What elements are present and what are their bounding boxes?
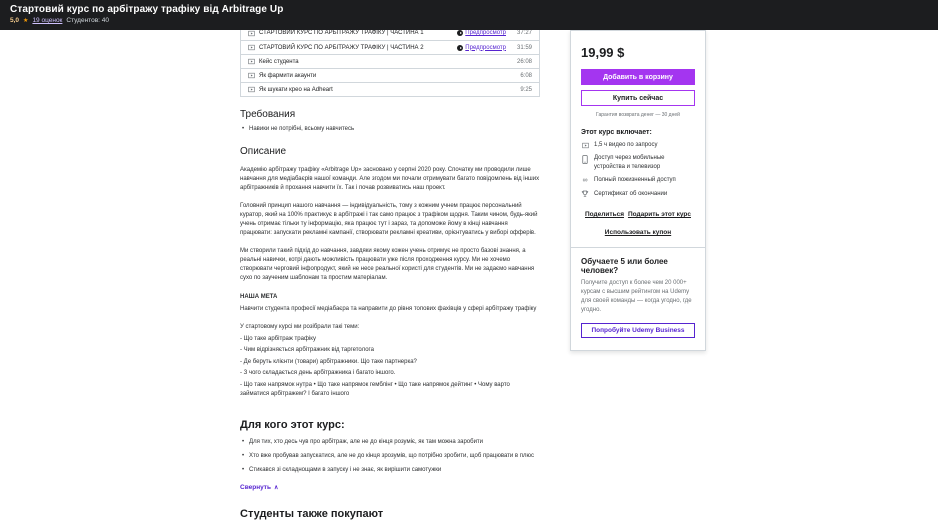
include-text: Доступ через мобильные устройства и телевизор	[594, 155, 665, 170]
students-also-buy-heading: Студенты также покупают	[240, 507, 384, 520]
purchase-sidebar-card	[570, 30, 706, 351]
description-paragraph: Академію арбітражу трафіку «Arbitrage Up» засновано у серпні 2020 року. Спочатку ми проводили лише навчання для медіабаєрів нашої команди. Але згодом ми почали отримувати багато повідомлень від інших арбітражників й прохання навчити їх. Так і почав розвиватись наш проект.	[240, 167, 540, 191]
topic-line: - Що таке арбітраж трафіку	[240, 335, 316, 342]
lecture-duration: 26:08	[516, 58, 532, 65]
business-heading: Обучаете 5 или более человек?	[581, 257, 668, 276]
lecture-duration: 37:27	[516, 30, 532, 36]
audience-item: • Стикався зі складнощами в запуску і не знає, як вирішити самотужки	[240, 466, 540, 475]
apply-coupon-link[interactable]: Использовать купон	[604, 229, 672, 237]
preview-link[interactable]: Предпросмотр	[465, 44, 506, 51]
lecture-title: Кейс студента	[259, 58, 299, 65]
course-sticky-header	[0, 0, 938, 30]
goal-text: Навчити студента професії медіабаєра та направити до рівня топових фахівців у сфері арбітражу трафіку	[240, 306, 537, 312]
topic-line: - Де беруть клієнти (товари) арбітражники. Що таке партнерка?	[240, 358, 417, 365]
lecture-duration: 31:59	[516, 44, 532, 51]
include-text: 1,5 ч видео по запросу	[594, 142, 658, 148]
preview-wrap	[457, 30, 506, 36]
topic-line: - Чим відрізняється арбітражник від таргетолога	[240, 347, 374, 353]
mobile-icon	[581, 155, 589, 164]
lecture-row[interactable]	[241, 82, 539, 96]
preview-wrap	[457, 45, 506, 51]
share-gift-row	[581, 211, 695, 218]
requirement-item: • Навики не потрібні, всьому навчитесь	[240, 125, 540, 134]
topic-line: - Що таке напрямок нутра • Що таке напрямок гемблінг • Що таке напрямок дейтинг • Чому варто займатися арбітражем? І багато іншого	[240, 381, 510, 397]
video-lecture-icon	[248, 44, 255, 51]
requirements-heading: Требования	[240, 109, 296, 120]
description-heading: Описание	[240, 146, 287, 157]
preview-play-icon	[457, 30, 463, 36]
infinity-icon: ∞	[582, 176, 588, 184]
curriculum-list	[240, 26, 540, 97]
include-text: Полный пожизненный доступ	[594, 177, 676, 184]
collapse-description-link[interactable]	[240, 484, 278, 491]
include-item	[581, 141, 695, 149]
include-text: Сертификат об окончании	[594, 190, 668, 197]
trophy-icon	[581, 190, 589, 198]
lecture-row[interactable]	[241, 68, 539, 82]
audience-list	[240, 438, 540, 475]
course-meta	[10, 17, 928, 24]
course-content-column	[240, 26, 540, 520]
video-lecture-icon	[248, 30, 255, 37]
sidebar-divider	[571, 247, 705, 248]
lecture-row[interactable]	[241, 54, 539, 68]
include-item	[581, 154, 695, 171]
lecture-title[interactable]: СТАРТОВИЙ КУРС ПО АРБІТРАЖУ ТРАФІКУ | ЧАСТИНА 1	[259, 30, 424, 36]
lecture-title[interactable]: СТАРТОВИЙ КУРС ПО АРБІТРАЖУ ТРАФІКУ | ЧАСТИНА 2	[259, 44, 424, 51]
lecture-row[interactable]	[241, 40, 539, 54]
collapse-label: Свернуть	[240, 483, 271, 491]
lecture-title: Як фармити акаунти	[259, 72, 317, 79]
preview-link[interactable]: Предпросмотр	[465, 30, 506, 36]
includes-heading: Этот курс включает:	[581, 129, 652, 136]
video-icon	[581, 142, 589, 149]
video-lecture-icon	[248, 72, 255, 79]
add-to-cart-button[interactable]: Добавить в корзину	[581, 69, 695, 85]
goal-heading: НАША МЕТА	[240, 294, 278, 300]
description-body	[240, 166, 540, 399]
udemy-business-button[interactable]: Попробуйте Udemy Business	[581, 323, 695, 338]
rating-value: 5,0	[10, 17, 20, 24]
requirements-list	[240, 125, 540, 134]
chevron-up-icon: ∧	[274, 484, 279, 491]
audience-heading: Для кого этот курс:	[240, 418, 345, 431]
topic-line: - З чого складається день арбітражника і багато іншого.	[240, 370, 396, 376]
lecture-title: Як шукати крео на Adheart	[259, 86, 333, 93]
money-back-guarantee: Гарантия возврата денег — 30 дней	[596, 112, 680, 118]
include-item	[581, 190, 695, 199]
star-icon: ★	[23, 18, 29, 24]
ratings-count-link[interactable]: 19 оценок	[32, 17, 63, 24]
students-count: Студентов: 40	[66, 17, 109, 24]
topics-intro: У стартовому курсі ми розібрали такі теми:	[240, 324, 360, 330]
gift-course-link[interactable]: Подарить этот курс	[627, 211, 691, 219]
preview-play-icon	[457, 45, 463, 51]
course-title: Стартовий курс по арбітражу трафіку від Arbitrage Up	[10, 4, 284, 15]
audience-item: • Для тих, хто десь чув про арбітраж, але не до кінця розуміє, як там можна заробити	[240, 438, 540, 447]
include-item	[581, 176, 695, 184]
lecture-duration: 6:08	[520, 72, 532, 79]
business-text: Получите доступ к более чем 20 000+ курсам с высшим рейтингом на Udemy для своей команды — когда угодно, где угодно.	[581, 280, 692, 314]
share-link[interactable]: Поделиться	[585, 211, 625, 219]
description-paragraph: Головний принцип нашого навчання — індивідуальність, тому з кожним учнем працює персональний куратор, який на 100% практикує в арбітражі і так само працює з трафіком щодня. Таким чином, будь-який учень отримає тільки ту інформацію, яка працює тут і зараз, та допоможе йому в кінці навчання працювати: запускати рекламні кампанії, створювати рекламні креативи, орієнтуватись у виборі офферів.	[240, 203, 538, 236]
buy-now-button[interactable]: Купить сейчас	[581, 90, 695, 106]
video-lecture-icon	[248, 86, 255, 93]
lecture-duration: 9:25	[520, 86, 532, 93]
video-lecture-icon	[248, 58, 255, 65]
description-paragraph: Ми створили такий підхід до навчання, завдяки якому кожен учень отримує не просто базові знання, а реальні навички, котрі дають можливість працювати уже після проходження курсу. Ми не хочемо створювати черговий інфопродукт, який не несе реальної користі для студентів. Ми не задаємо навчання сухо по заученим шаблонам та простим матеріалам.	[240, 248, 535, 281]
audience-item: • Хто вже пробував запускатися, але не до кінця зрозумів, що потрібно зробити, щоб працювати в плюс	[240, 452, 540, 461]
course-price: 19,99 $	[581, 45, 625, 60]
